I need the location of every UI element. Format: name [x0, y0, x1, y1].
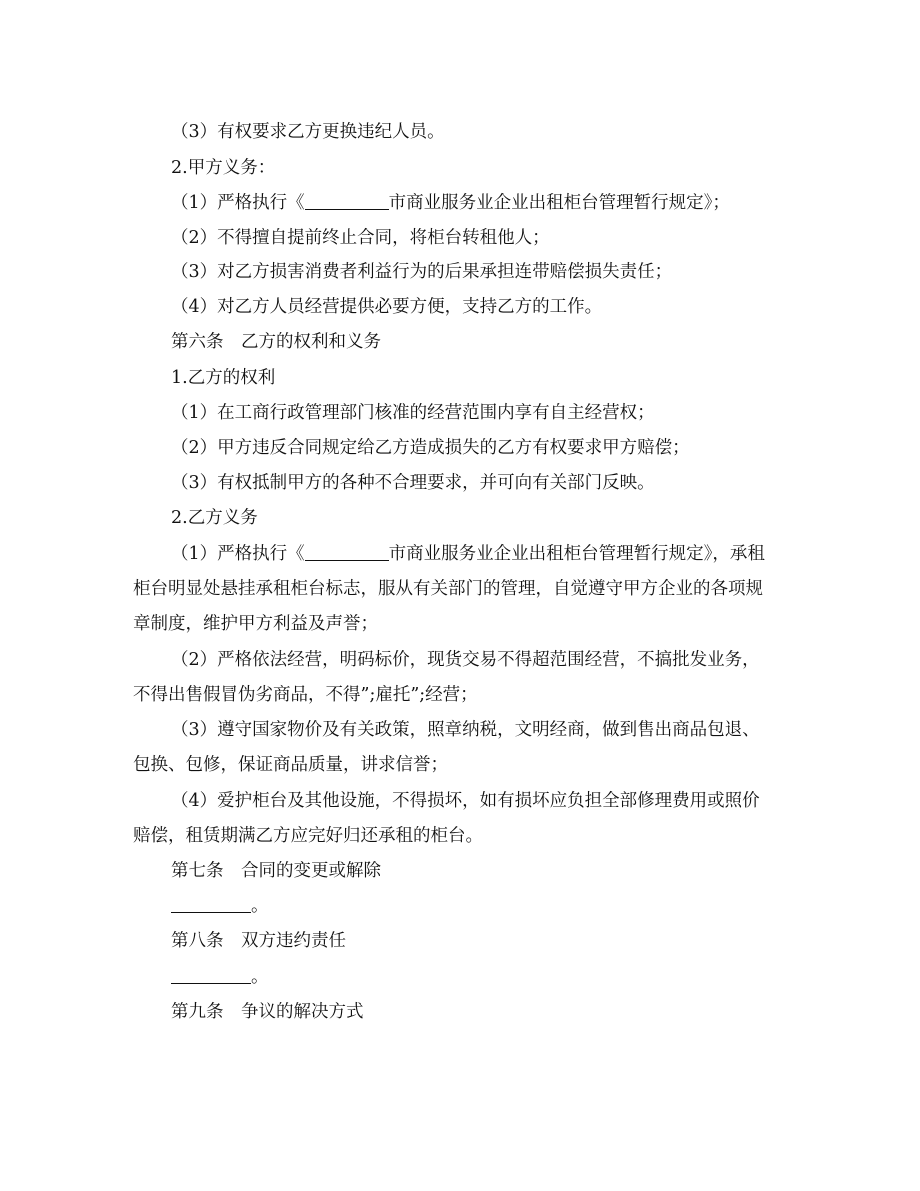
party-a-duties-heading: 2.甲方义务： [171, 158, 276, 178]
article-8-heading: 第八条 双方违约责任 [171, 931, 346, 951]
party-b-duty-2-line1: （2）严格依法经营，明码标价，现货交易不得超范围经营，不搞批发业务， [171, 650, 760, 670]
article-9-heading: 第九条 争议的解决方式 [171, 1002, 364, 1022]
party-a-duty-4: （4）对乙方人员经营提供必要方便，支持乙方的工作。 [171, 297, 603, 317]
party-b-duty-3-line2: 包换、包修，保证商品质量，讲求信誉； [133, 755, 448, 775]
party-b-duty-1-suffix: 市商业服务业企业出租柜台管理暂行规定》，承租 [388, 544, 765, 564]
party-b-rights-heading: 1.乙方的权利 [171, 368, 276, 388]
party-b-right-3: （3）有权抵制甲方的各种不合理要求，并可向有关部门反映。 [171, 473, 655, 493]
party-b-right-2: （2）甲方违反合同规定给乙方造成损失的乙方有权要求甲方赔偿； [171, 438, 690, 458]
party-b-duty-1-line3: 章制度，维护甲方利益及声誉； [133, 614, 378, 634]
party-b-duty-2-line2: 不得出售假冒伪劣商品，不得”;雇托”;经营； [133, 685, 478, 705]
article-7-heading: 第七条 合同的变更或解除 [171, 861, 381, 881]
clause-5-1-3: （3）有权要求乙方更换违纪人员。 [171, 122, 445, 142]
blank-line [305, 194, 389, 210]
party-b-duty-4-line2: 赔偿，租赁期满乙方应完好归还承租的柜台。 [133, 826, 483, 846]
blank-period: 。 [251, 896, 269, 916]
party-a-duty-1-suffix: 市商业服务业企业出租柜台管理暂行规定》； [388, 193, 730, 213]
blank-line [305, 545, 389, 561]
blank-line [171, 968, 251, 984]
party-a-duty-1 [171, 191, 730, 215]
party-b-duties-heading: 2.乙方义务 [171, 508, 258, 528]
party-b-duty-1-line2: 柜台明显处悬挂承租柜台标志，服从有关部门的管理，自觉遵守甲方企业的各项规 [133, 579, 763, 599]
article-6-heading: 第六条 乙方的权利和义务 [171, 332, 381, 352]
blank-line [171, 897, 251, 913]
party-b-duty-4-line1: （4）爱护柜台及其他设施，不得损坏，如有损坏应负担全部修理费用或照价 [171, 791, 760, 811]
party-b-duty-1-line1 [171, 542, 765, 566]
party-b-right-1: （1）在工商行政管理部门核准的经营范围内享有自主经营权； [171, 403, 655, 423]
party-a-duty-1-prefix: （1）严格执行《 [171, 193, 305, 213]
article-8-blank [171, 965, 269, 989]
article-7-blank [171, 894, 269, 918]
blank-period: 。 [251, 967, 269, 987]
party-a-duty-3: （3）对乙方损害消费者利益行为的后果承担连带赔偿损失责任； [171, 262, 673, 282]
party-a-duty-2: （2）不得擅自提前终止合同，将柜台转租他人； [171, 228, 550, 248]
party-b-duty-3-line1: （3）遵守国家物价及有关政策，照章纳税，文明经商，做到售出商品包退、 [171, 720, 760, 740]
party-b-duty-1-prefix: （1）严格执行《 [171, 544, 305, 564]
